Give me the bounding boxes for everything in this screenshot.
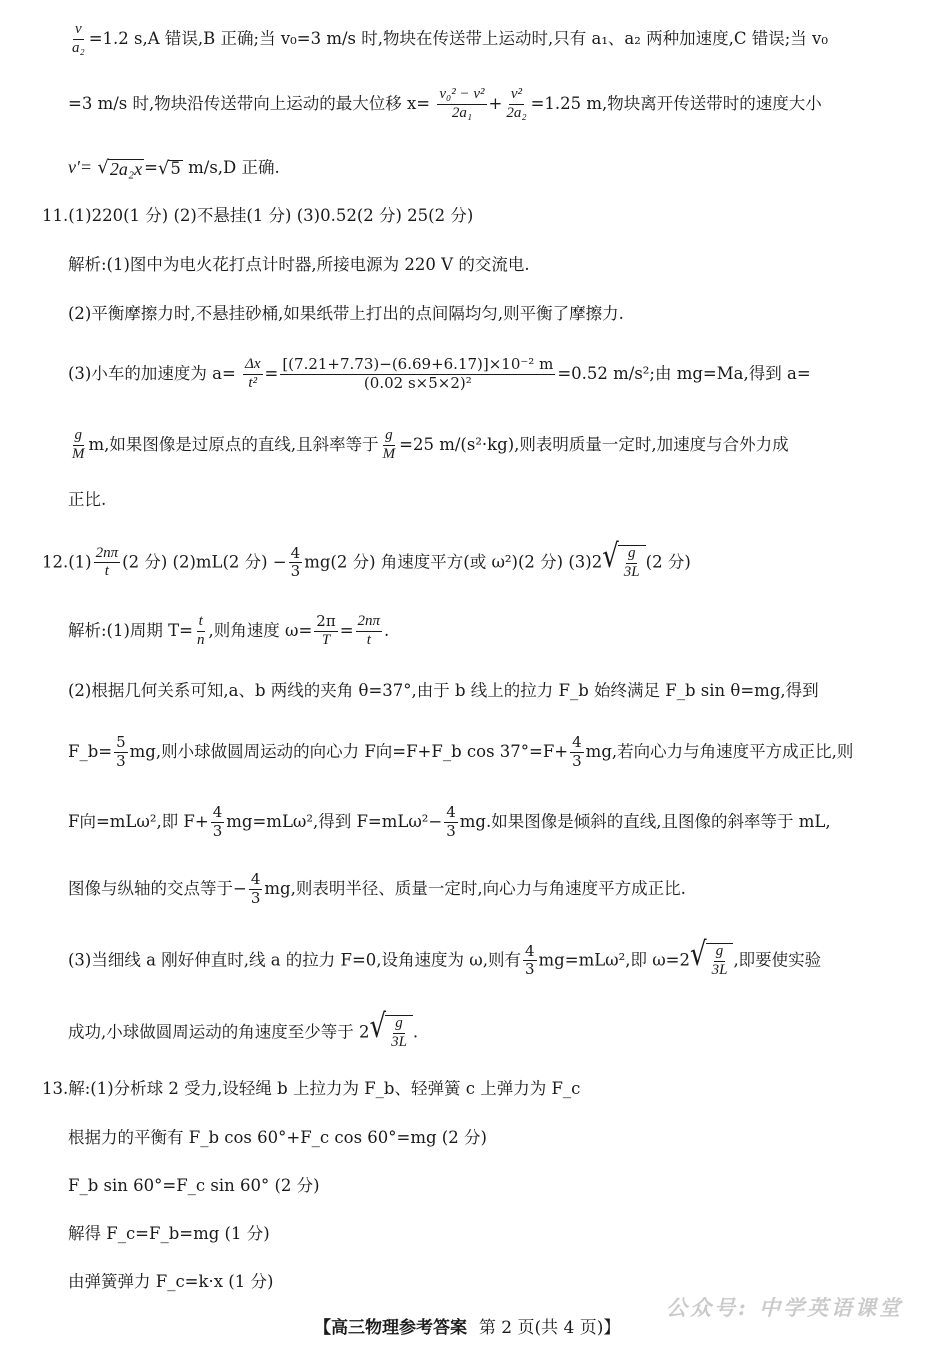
fraction-max-displacement-1: $\frac{\text{v₀² − v²}}{\text{2a₁}}$ <box>439 86 485 121</box>
q12-analysis-2: (2)根据几何关系可知,a、b 两线的夹角 θ=37°,由于 b 线上的拉力 F_b 始终满足 F_b sin θ=mg,得到 <box>68 681 819 700</box>
q11-analysis-5: 正比. <box>68 490 107 509</box>
q10-line-1-text: =1.2 s,A 错误,B 正确;当 v₀=3 m/s 时,物块在传送带上运动时,只有 a₁、a₂ 两种加速度,C 错误;当 v₀ <box>88 28 828 48</box>
fraction-4-over-3: $\frac{4}{3}$ <box>290 543 301 581</box>
q10-line-2: =3 m/s 时,物块沿传送带向上运动的最大位移 x= $\frac{\text{v₀² − v²}}{\text{2a₁}}$ + $\frac{\text{v²}}{\text{2a₂}}$ =1.25 m,物块离开传送带时的速度大小 <box>68 86 822 121</box>
fraction-4-over-3-f: $\frac{4}{3}$ <box>524 941 535 979</box>
fraction-2pi-over-T: $\frac{2\pi}{T}$ <box>316 612 336 648</box>
fraction-5-over-3: $\frac{5}{3}$ <box>116 733 126 770</box>
q10-line-3: v′= √ 2a₂x = √ 5 m/s,D 正确. <box>68 157 280 179</box>
fraction-2npi-over-t-2: $\frac{2n\pi}{t}$ <box>357 613 381 648</box>
q11-answer: 11.(1)220(1 分) (2)不悬挂(1 分) (3)0.52(2 分) 25(2 分) <box>42 206 474 225</box>
sqrt-g-over-3L-c: √ $\frac{g}{3L}$ <box>370 1015 413 1051</box>
fraction-v-over-a2: $\frac{v}{\text{a₂}}$ <box>72 21 85 56</box>
q13-line-1: 13.解:(1)分析球 2 受力,设轻绳 b 上拉力为 F_b、轻弹簧 c 上弹力为 F_c <box>42 1079 581 1098</box>
fraction-t-over-n: $\frac{t}{n}$ <box>197 613 205 648</box>
footer-page-number: 第 2 页(共 4 页)】 <box>478 1318 621 1338</box>
q13-line-2: 根据力的平衡有 F_b cos 60°+F_c cos 60°=mg (2 分) <box>68 1128 487 1147</box>
footer-title: 【高三物理参考答案 <box>314 1318 467 1338</box>
watermark: 公众号: 中学英语课堂 <box>666 1295 904 1320</box>
q13-line-4: 解得 F_c=F_b=mg (1 分) <box>68 1224 270 1243</box>
q12-answer: 12.(1) $\frac{2n\pi}{t}$ (2 分) (2)mL(2 分) − $\frac{4}{3}$ mg(2 分) 角速度平方(或 ω²)(2 分) (3)2 √ $\frac{g}{3L}$ (2 分) <box>42 538 691 581</box>
q12-analysis-3: F_b= $\frac{5}{3}$ mg,则小球做圆周运动的向心力 F向=F+F_b cos 37°=F+ $\frac{4}{3}$ mg,若向心力与角速度平方成正比,则 <box>68 733 854 770</box>
fraction-g-over-M-slope: $\frac{g}{M}$ <box>382 427 396 462</box>
q12-analysis-6: (3)当细线 a 刚好伸直时,线 a 的拉力 F=0,设角速度为 ω,则有 $\frac{4}{3}$ mg=mLω²,即 ω=2 √ $\frac{g}{3L}$ ,即要使实验 <box>68 936 822 979</box>
q11-analysis-3: (3)小车的加速度为 a= $\frac{\Delta x}{\text{t²}}$ = $\frac{\text{[(7.21+7.73)−(6.69+6.17)]×10⁻² m}}{\text{(0.02 s×5×2)²}}$ =0.52 m/s²;由 mg=Ma,得到 a= <box>68 355 811 392</box>
q11-analysis-4: $\frac{g}{M}$ m,如果图像是过原点的直线,且斜率等于 $\frac{g}{M}$ =25 m/(s²·kg),则表明质量一定时,加速度与合外力成 <box>72 427 789 462</box>
q11-analysis-1: 解析:(1)图中为电火花打点计时器,所接电源为 220 V 的交流电. <box>68 255 530 274</box>
q13-line-3: F_b sin 60°=F_c sin 60° (2 分) <box>68 1176 320 1195</box>
fraction-4-over-3-c: $\frac{4}{3}$ <box>212 803 223 840</box>
q12-analysis-5: 图像与纵轴的交点等于− $\frac{4}{3}$ mg,则表明半径、质量一定时,向心力与角速度平方成正比. <box>68 870 686 907</box>
q11-analysis-2: (2)平衡摩擦力时,不悬挂砂桶,如果纸带上打出的点间隔均匀,则平衡了摩擦力. <box>68 304 624 323</box>
q12-analysis-1: 解析:(1)周期 T= $\frac{t}{n}$ ,则角速度 ω= $\frac{2\pi}{T}$ = $\frac{2n\pi}{t}$ . <box>68 612 390 648</box>
page-footer <box>314 1313 620 1338</box>
fraction-4-over-3-e: $\frac{4}{3}$ <box>250 870 261 907</box>
q12-analysis-4: F向=mLω²,即 F+ $\frac{4}{3}$ mg=mLω²,得到 F=mLω²− $\frac{4}{3}$ mg.如果图像是倾斜的直线,且图像的斜率等于 mL, <box>68 803 831 840</box>
fraction-delta-x-over-t2: $\frac{\Delta x}{\text{t²}}$ <box>245 356 261 391</box>
sqrt-g-over-3L: √ $\frac{g}{3L}$ <box>602 545 645 581</box>
q12-analysis-7: 成功,小球做圆周运动的角速度至少等于 2 √ $\frac{g}{3L}$ . <box>68 1008 419 1050</box>
fraction-4-over-3-b: $\frac{4}{3}$ <box>572 733 582 770</box>
sqrt-g-over-3L-b: √ $\frac{g}{3L}$ <box>690 943 733 979</box>
fraction-g-over-M: $\frac{g}{M}$ <box>72 427 85 462</box>
q13-line-5: 由弹簧弹力 F_c=k·x (1 分) <box>68 1272 274 1291</box>
q10-line-1 <box>68 22 828 57</box>
fraction-2npi-over-t: $\frac{2n\pi}{t}$ <box>95 544 119 580</box>
fraction-4-over-3-d: $\frac{4}{3}$ <box>446 803 456 840</box>
sqrt-5: √ 5 <box>157 157 181 179</box>
fraction-max-displacement-2: $\frac{\text{v²}}{\text{2a₂}}$ <box>506 86 527 121</box>
sqrt-2a2x: √ 2a₂x <box>97 157 143 179</box>
fraction-acceleration-calc: $\frac{\text{[(7.21+7.73)−(6.69+6.17)]×10⁻² m}}{\text{(0.02 s×5×2)²}}$ <box>282 355 554 392</box>
